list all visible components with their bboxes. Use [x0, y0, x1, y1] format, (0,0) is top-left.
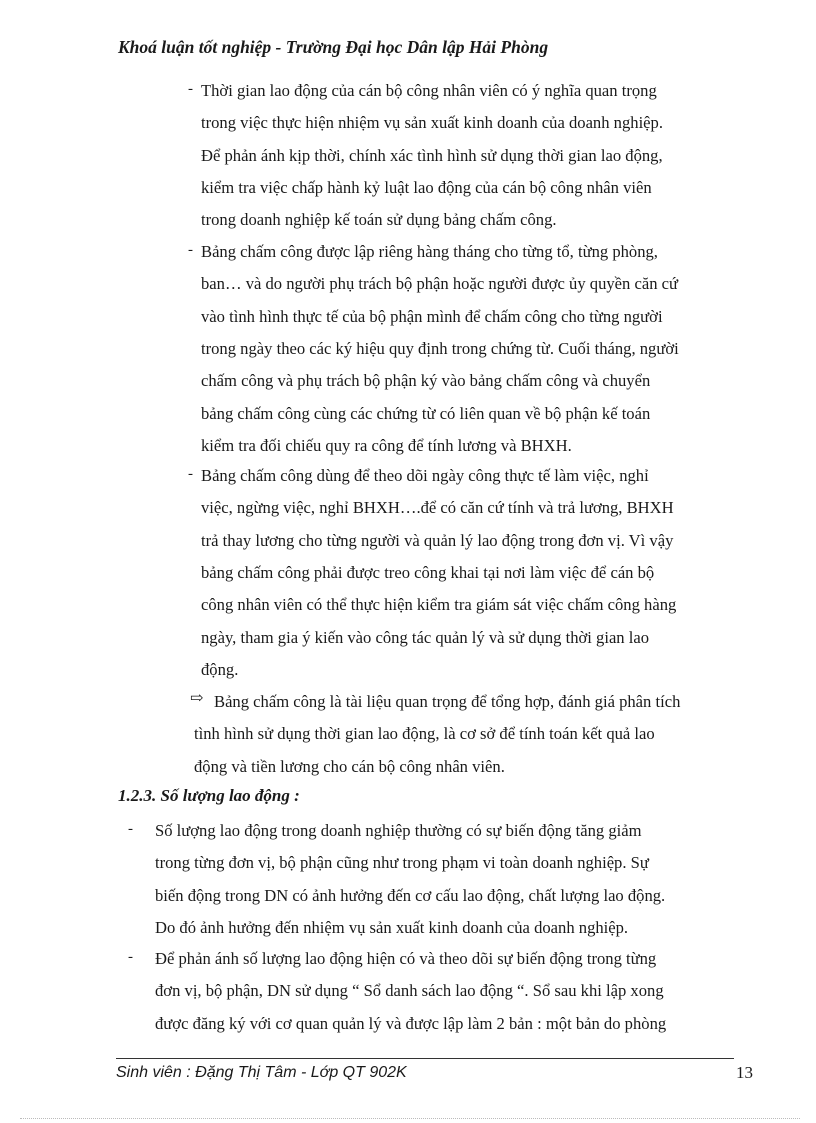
- page-header: Khoá luận tốt nghiệp - Trường Đại học Dân lập Hải Phòng: [118, 37, 549, 57]
- conclusion-line: tình hình sử dụng thời gian lao động, là cơ sở để tính toán kết quả lao: [194, 724, 655, 744]
- bullet-dash-icon: -: [128, 949, 133, 965]
- bullet-a-2-line: chấm công và phụ trách bộ phận ký vào bảng chấm công và chuyển: [201, 371, 651, 391]
- bullet-a-3-line: việc, ngừng việc, nghỉ BHXH….để có căn cứ tính và trả lương, BHXH: [201, 498, 674, 518]
- bullet-dash-icon: -: [128, 821, 133, 837]
- conclusion-line: Bảng chấm công là tài liệu quan trọng để tổng hợp, đánh giá phân tích: [214, 692, 681, 711]
- footer-author: Sinh viên : Đặng Thị Tâm - Lớp QT 902K: [116, 1064, 407, 1081]
- bullet-a-3-line: Bảng chấm công dùng để theo dõi ngày công thực tế làm việc, nghỉ: [201, 466, 649, 485]
- bullet-a-3-line: bảng chấm công phải được treo công khai tại nơi làm việc để cán bộ: [201, 562, 655, 582]
- bullet-a-2-line: trong ngày theo các ký hiệu quy định trong chứng từ. Cuối tháng, người: [201, 338, 679, 358]
- page-edge-divider: [20, 1118, 800, 1119]
- bullet-a-1-line: trong việc thực hiện nhiệm vụ sản xuất kinh doanh của doanh nghiệp.: [201, 113, 663, 133]
- bullet-b-2-line: được đăng ký với cơ quan quản lý và được lập làm 2 bản : một bản do phòng: [155, 1013, 667, 1033]
- bullet-dash-icon: -: [188, 466, 193, 482]
- footer-divider: [116, 1058, 734, 1059]
- bullet-a-2-line: vào tình hình thực tế của bộ phận mình để chấm công cho từng người: [201, 306, 663, 326]
- bullet-b-1-line: trong từng đơn vị, bộ phận cũng như trong phạm vi toàn doanh nghiệp. Sự: [155, 853, 649, 873]
- bullet-a-3-line: động.: [201, 659, 239, 679]
- bullet-a-1-line: kiểm tra việc chấp hành kỷ luật lao động của cán bộ công nhân viên: [201, 177, 652, 197]
- bullet-a-2-line: bảng chấm công cùng các chứng từ có liên quan về bộ phận kế toán: [201, 403, 651, 423]
- bullet-a-1-line: Thời gian lao động của cán bộ công nhân viên có ý nghĩa quan trọng: [201, 81, 657, 100]
- bullet-dash-icon: -: [188, 242, 193, 258]
- bullet-a-3-line: ngày, tham gia ý kiến vào công tác quản lý và sử dụng thời gian lao: [201, 627, 650, 647]
- bullet-a-1-line: trong doanh nghiệp kế toán sử dụng bảng chấm công.: [201, 210, 557, 230]
- bullet-a-2-line: ban… và do người phụ trách bộ phận hoặc người được ủy quyền căn cứ: [201, 274, 679, 294]
- bullet-b-1-line: biến động trong DN có ảnh hưởng đến cơ cấu lao động, chất lượng lao động.: [155, 885, 666, 905]
- bullet-b-1-line: Do đó ảnh hưởng đến nhiệm vụ sản xuất kinh doanh của doanh nghiệp.: [155, 917, 629, 937]
- bullet-b-2-line: Để phản ánh số lượng lao động hiện có và theo dõi sự biến động trong từng: [155, 949, 657, 968]
- bullet-b-1-line: Số lượng lao động trong doanh nghiệp thường có sự biến động tăng giảm: [155, 821, 642, 840]
- bullet-a-2-line: kiểm tra đối chiếu quy ra công để tính lương và BHXH.: [201, 435, 572, 455]
- arrow-right-icon: ⇨: [190, 690, 204, 707]
- conclusion-line: động và tiền lương cho cán bộ công nhân viên.: [194, 756, 505, 776]
- bullet-a-2-line: Bảng chấm công được lập riêng hàng tháng cho từng tổ, từng phòng,: [201, 242, 658, 261]
- bullet-a-3-line: công nhân viên có thể thực hiện kiểm tra giám sát việc chấm công hàng: [201, 595, 677, 615]
- bullet-b-2-line: đơn vị, bộ phận, DN sử dụng “ Sổ danh sách lao động “. Sổ sau khi lập xong: [155, 981, 664, 1001]
- bullet-a-1-line: Để phản ánh kịp thời, chính xác tình hình sử dụng thời gian lao động,: [201, 145, 663, 165]
- section-heading: 1.2.3. Số lượng lao động :: [118, 786, 300, 805]
- bullet-a-3-line: trả thay lương cho từng người và quản lý lao động trong đơn vị. Vì vậy: [201, 530, 674, 550]
- bullet-dash-icon: -: [188, 81, 193, 97]
- page-number: 13: [736, 1063, 753, 1082]
